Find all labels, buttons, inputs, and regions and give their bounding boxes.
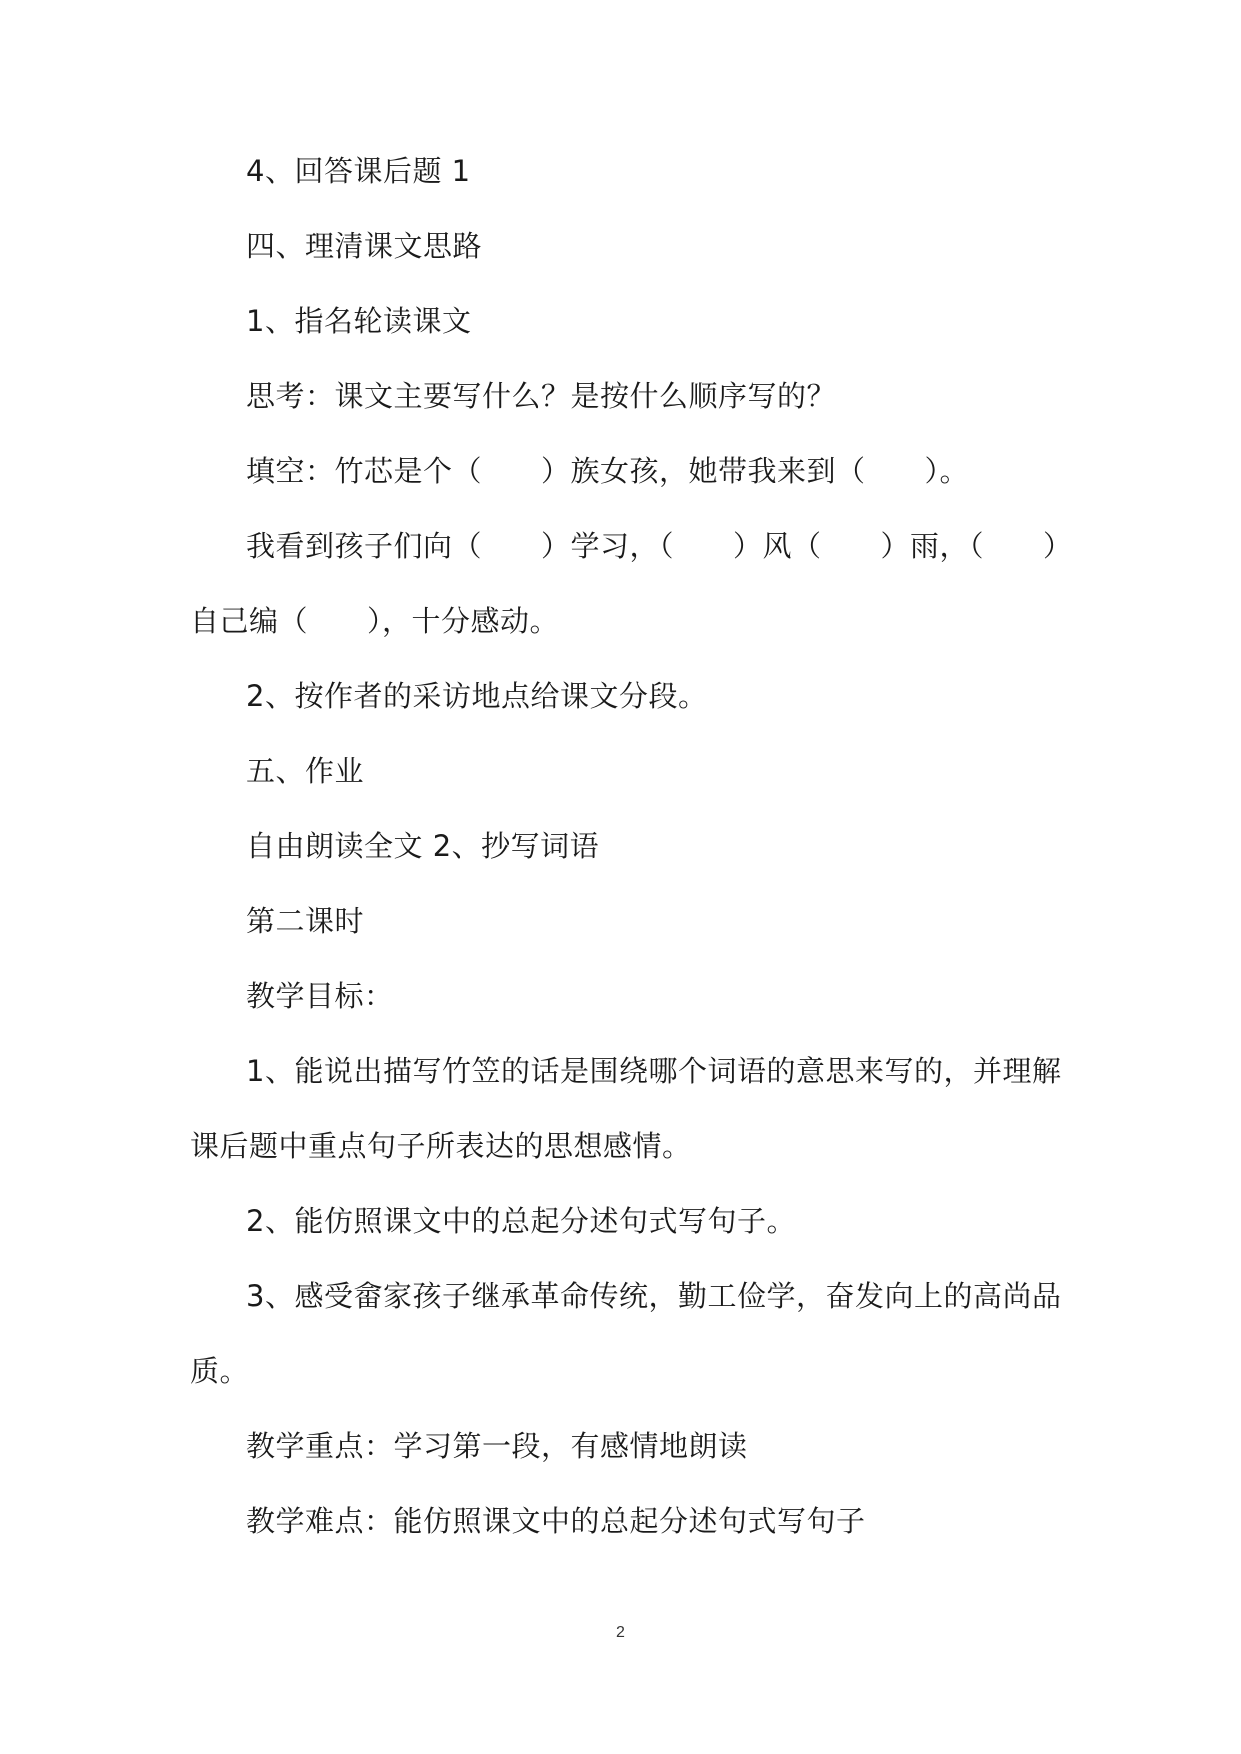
objectives-heading: 教学目标： bbox=[246, 979, 394, 1013]
objective-3-line-2: 质。 bbox=[190, 1354, 250, 1388]
section-heading-4: 四、理清课文思路 bbox=[246, 229, 483, 263]
text-line-read-aloud: 1、指名轮读课文 bbox=[246, 304, 472, 338]
lesson-heading: 第二课时 bbox=[246, 904, 365, 938]
text-line-fill-blank-3: 自己编（ ），十分感动。 bbox=[190, 604, 560, 638]
text-line-paragraph-division: 2、按作者的采访地点给课文分段。 bbox=[246, 679, 708, 713]
objective-1-line-1: 1、能说出描写竹笠的话是围绕哪个词语的意思来写的，并理解 bbox=[246, 1054, 1062, 1088]
teaching-difficulty: 教学难点：能仿照课文中的总起分述句式写句子 bbox=[246, 1504, 866, 1538]
text-line-fill-blank-2: 我看到孩子们向（ ）学习，（ ）风（ ）雨，（ ） bbox=[246, 529, 1073, 563]
page-number: 2 bbox=[616, 1624, 625, 1641]
text-line-fill-blank-1: 填空：竹芯是个（ ）族女孩，她带我来到（ ）。 bbox=[246, 454, 970, 488]
text-line-homework: 自由朗读全文 2、抄写词语 bbox=[246, 829, 600, 863]
objective-2: 2、能仿照课文中的总起分述句式写句子。 bbox=[246, 1204, 796, 1238]
text-line-answer-question: 4、回答课后题 1 bbox=[246, 154, 471, 188]
objective-1-line-2: 课后题中重点句子所表达的思想感情。 bbox=[190, 1129, 692, 1163]
objective-3-line-1: 3、感受畲家孩子继承革命传统，勤工俭学，奋发向上的高尚品 bbox=[246, 1279, 1062, 1313]
section-heading-5: 五、作业 bbox=[246, 754, 365, 788]
teaching-focus: 教学重点：学习第一段，有感情地朗读 bbox=[246, 1429, 748, 1463]
text-line-think: 思考：课文主要写什么？是按什么顺序写的？ bbox=[246, 379, 837, 413]
